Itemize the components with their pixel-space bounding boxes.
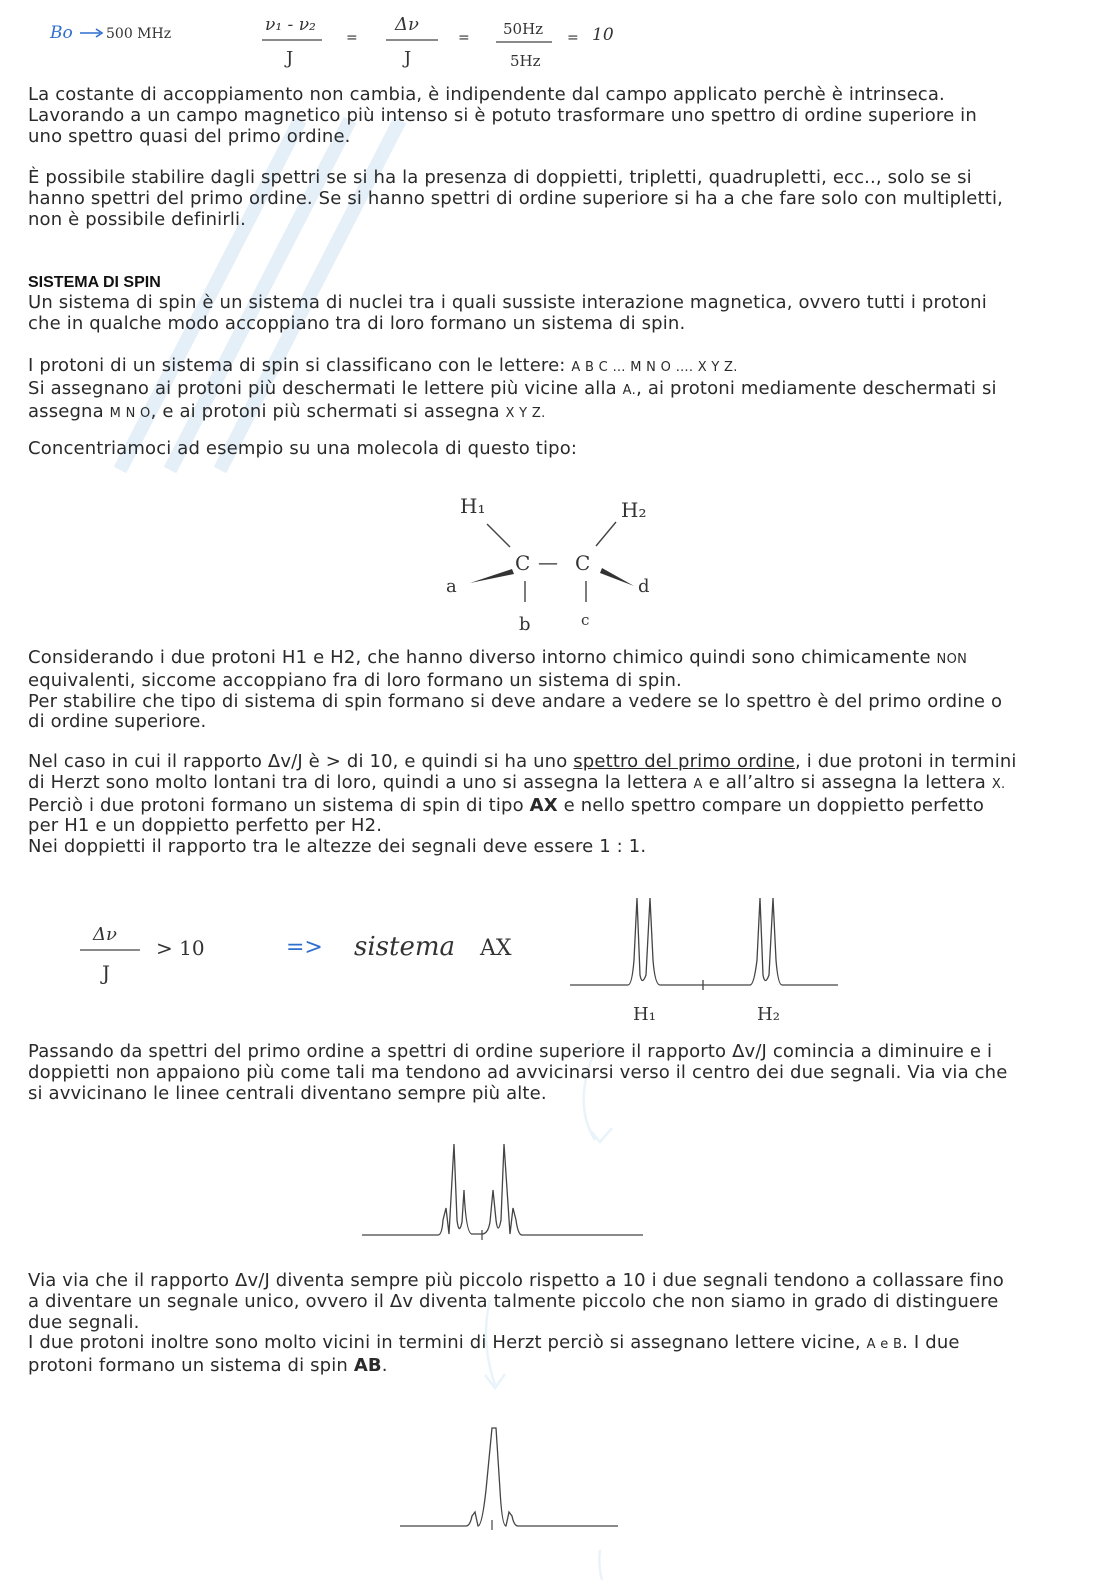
text-line: Un sistema di spin è un sistema di nuclei tra i quali sussiste interazione magnetica, ovvero tutti i protoni bbox=[28, 292, 987, 313]
paragraph-ax-system bbox=[28, 752, 1088, 858]
text-segment: protoni formano un sistema di spin bbox=[28, 1355, 354, 1377]
text-line: hanno spettri del primo ordine. Se si hanno spettri di ordine superiore si ha a che fare solo con multipletti, bbox=[28, 187, 1003, 209]
letter-a: A. bbox=[622, 382, 637, 398]
text-non: NON bbox=[936, 652, 968, 667]
text-line: È possibile stabilire dagli spettri se si ha la presenza di doppietti, tripletti, quadrupletti, ecc.., solo se si bbox=[28, 167, 972, 188]
text-segment: assegna bbox=[28, 400, 110, 422]
text-line: Per stabilire che tipo di sistema di spin formano si deve andare a vedere se lo spettro è del primo ordine o bbox=[28, 690, 1003, 712]
carbon-right: C bbox=[575, 551, 591, 575]
paragraph-example-intro bbox=[28, 439, 1088, 460]
section-heading: SISTEMA DI SPIN bbox=[28, 274, 161, 291]
text-line: Passando da spettri del primo ordine a spettri di ordine superiore il rapporto Δv/J comincia a diminuire e i bbox=[28, 1041, 993, 1062]
ax-figure bbox=[0, 890, 1116, 1030]
text-segment: I protoni di un sistema di spin si classificano con le lettere: bbox=[28, 355, 572, 376]
formula-top bbox=[0, 0, 1116, 80]
text-line: di ordine superiore. bbox=[28, 711, 207, 733]
paragraph-letter-classification bbox=[28, 356, 1088, 424]
text-line: Nei doppietti il rapporto tra le altezze dei segnali deve essere 1 : 1. bbox=[28, 836, 647, 858]
text-line: a diventare un segnale unico, ovvero il Δv diventa talmente piccolo che non siamo in grado di distinguere bbox=[28, 1290, 999, 1312]
text-line: uno spettro quasi del primo ordine. bbox=[28, 125, 351, 147]
substituent-c: c bbox=[581, 611, 590, 629]
equals-sign-3: = bbox=[567, 30, 579, 46]
letter-a: A bbox=[693, 776, 703, 792]
carbon-left: C bbox=[515, 551, 531, 575]
letters-xyz: X Y Z. bbox=[505, 405, 546, 421]
label-h1: H₁ bbox=[460, 494, 486, 518]
spectrum-ax bbox=[570, 898, 838, 990]
text-line: due segnali. bbox=[28, 1311, 140, 1333]
text-segment: e all’altro si assegna la lettera bbox=[702, 771, 992, 793]
field-label: Bo bbox=[50, 23, 73, 43]
peak-label-h1: H₁ bbox=[633, 1004, 656, 1025]
text-segment: , i due protoni in termini bbox=[794, 751, 1017, 772]
ax-system: AX bbox=[480, 936, 512, 961]
text-line: Lavorando a un campo magnetico più intenso si è potuto trasformare uno spettro di ordine superiore in bbox=[28, 104, 977, 126]
ax-comparison: > 10 bbox=[156, 936, 205, 960]
formula-numerator-2: Δν bbox=[395, 14, 419, 35]
paragraph-spin-system-definition bbox=[28, 293, 1088, 335]
arrow-right-icon bbox=[80, 29, 102, 37]
equals-sign-2: = bbox=[458, 30, 470, 46]
underlined-term: spettro del primo ordine bbox=[573, 751, 795, 772]
text-segment: , ai protoni mediamente deschermati si bbox=[636, 377, 997, 399]
label-h2: H₂ bbox=[621, 498, 647, 522]
paragraph-h1-h2 bbox=[28, 648, 1088, 733]
bond-c-h2 bbox=[596, 522, 616, 546]
formula-denominator-3: 5Hz bbox=[510, 52, 541, 70]
letters-a-b: A e B bbox=[866, 1337, 903, 1353]
spectrum-intermediate bbox=[360, 1140, 660, 1250]
text-line bbox=[28, 773, 1088, 796]
formula-denominator-1: J bbox=[286, 48, 294, 69]
text-line bbox=[28, 1356, 1088, 1377]
formula-numerator-3: 50Hz bbox=[503, 20, 544, 38]
text-segment: Nel caso in cui il rapporto Δv/J è > di 10, e quindi si ha uno bbox=[28, 751, 574, 772]
text-line: si avvicinano le linee centrali diventano sempre più alte. bbox=[28, 1082, 547, 1104]
text-line: Concentriamoci ad esempio su una molecola di questo tipo: bbox=[28, 438, 578, 459]
text-line: per H1 e un doppietto perfetto per H2. bbox=[28, 815, 383, 837]
system-ab: AB bbox=[353, 1355, 382, 1377]
text-line bbox=[28, 1333, 1088, 1356]
ax-label: sistema bbox=[354, 932, 455, 962]
formula-numerator-1: ν₁ - ν₂ bbox=[265, 15, 316, 35]
text-segment: I due protoni inoltre sono molto vicini in termini di Herzt perciò si assegnano lettere vicine, bbox=[28, 1332, 867, 1354]
text-segment: e nello spettro compare un doppietto perfetto bbox=[557, 794, 984, 816]
text-line bbox=[28, 648, 1088, 671]
text-segment: Perciò i due protoni formano un sistema di spin di tipo bbox=[28, 794, 530, 816]
paragraph-ab-system bbox=[28, 1271, 1088, 1377]
text-line bbox=[28, 356, 1088, 379]
text-line: equivalenti, siccome accoppiano fra di loro formano un sistema di spin. bbox=[28, 669, 682, 691]
text-segment: . I due bbox=[902, 1332, 960, 1354]
frequency-label: 500 MHz bbox=[106, 26, 172, 42]
text-line: Via via che il rapporto Δv/J diventa sempre più piccolo rispetto a 10 i due segnali tendono a collassare fino bbox=[28, 1270, 1004, 1291]
letter-x: X. bbox=[991, 776, 1006, 792]
paragraph-coupling-constant bbox=[28, 85, 1088, 147]
substituent-b: b bbox=[519, 614, 531, 635]
text-segment: Considerando i due protoni H1 e H2, che hanno diverso intorno chimico quindi sono chimicamente bbox=[28, 647, 937, 668]
text-line: che in qualche modo accoppiano tra di loro formano un sistema di spin. bbox=[28, 312, 686, 334]
formula-denominator-2: J bbox=[404, 48, 412, 69]
formula-result: 10 bbox=[592, 25, 614, 45]
text-line bbox=[28, 379, 1088, 402]
substituent-d: d bbox=[638, 576, 650, 597]
wedge-bond-a bbox=[470, 569, 514, 583]
text-line bbox=[28, 752, 1088, 773]
text-line: non è possibile definirli. bbox=[28, 208, 247, 230]
text-segment: . bbox=[381, 1355, 388, 1377]
paragraph-first-order bbox=[28, 168, 1088, 230]
paragraph-higher-order bbox=[28, 1042, 1088, 1104]
equals-sign-1: = bbox=[346, 30, 358, 46]
text-line: La costante di accoppiamento non cambia, è indipendente dal campo applicato perchè è intrinseca. bbox=[28, 84, 945, 105]
carbon-bond: — bbox=[538, 550, 558, 574]
system-ax: AX bbox=[529, 794, 558, 816]
implies-arrow: => bbox=[286, 935, 323, 960]
peak-label-h2: H₂ bbox=[757, 1004, 780, 1025]
bond-c-h1 bbox=[487, 524, 510, 547]
letters-mno: M N O bbox=[109, 405, 151, 421]
molecule-diagram bbox=[430, 485, 690, 645]
substituent-a: a bbox=[446, 576, 457, 597]
text-segment: di Herzt sono molto lontani tra di loro, quindi a uno si assegna la lettera bbox=[28, 771, 694, 793]
text-segment: , e ai protoni più schermati si assegna bbox=[150, 400, 506, 422]
ax-denominator: J bbox=[102, 961, 111, 985]
text-line: doppietti non appaiono più come tali ma tendono ad avvicinarsi verso il centro dei due segnali. Via via che bbox=[28, 1061, 1008, 1083]
wedge-bond-d bbox=[600, 568, 634, 586]
ax-numerator: Δν bbox=[93, 924, 117, 945]
letters-sequence: A B C … M N O …. X Y Z. bbox=[571, 360, 738, 375]
text-segment: Si assegnano ai protoni più deschermati le lettere più vicine alla bbox=[28, 377, 623, 399]
text-line bbox=[28, 402, 1088, 425]
spectrum-ab bbox=[398, 1420, 628, 1540]
text-line bbox=[28, 796, 1088, 817]
